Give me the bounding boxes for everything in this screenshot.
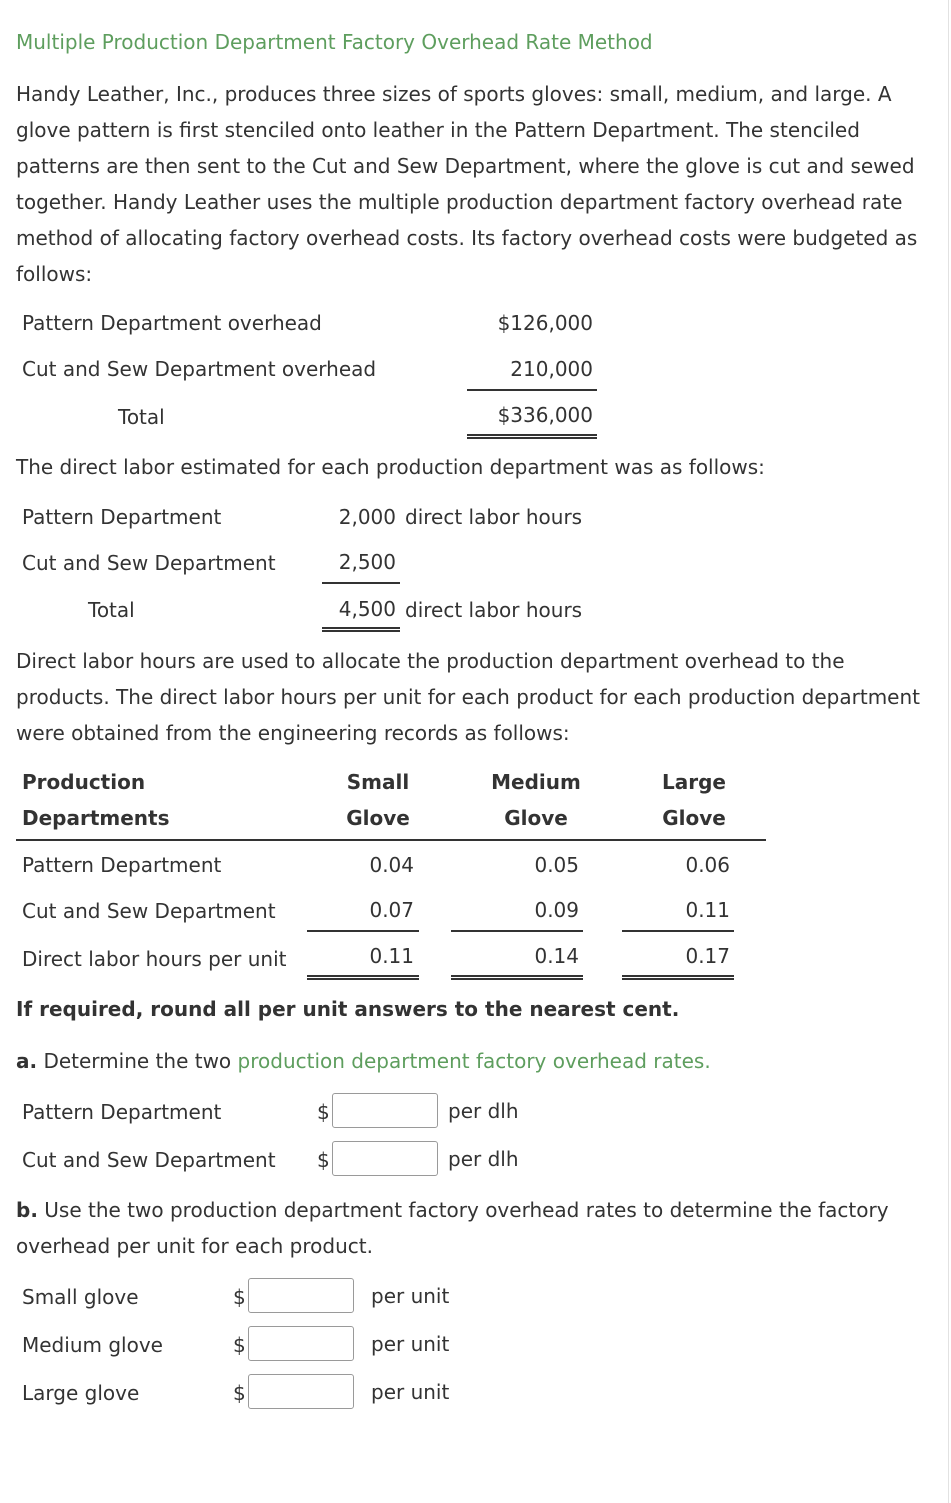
labor-row1-unit: direct labor hours <box>405 505 583 529</box>
part-b-prompt <box>16 1192 934 1264</box>
part-b-text: Use the two production department factory overhead rates to determine the factory overhead per unit for each product. <box>16 1198 889 1258</box>
labor-total-double-rule <box>322 627 400 632</box>
large-glove-unit: per unit <box>371 1380 450 1404</box>
table-total-double-rule-medium <box>451 975 583 980</box>
pattern-rate-input[interactable] <box>332 1093 438 1128</box>
small-glove-input[interactable] <box>248 1278 354 1313</box>
overhead-rates-link[interactable]: production department factory overhead rates. <box>237 1049 711 1073</box>
table-total-double-rule-small <box>307 975 419 980</box>
table-head-large-l2: Glove <box>662 806 726 830</box>
table-cell-medium: 0.09 <box>534 898 579 922</box>
currency-symbol: $ <box>233 1285 246 1309</box>
small-glove-unit: per unit <box>371 1284 450 1308</box>
table-head-medium-l2: Glove <box>504 806 568 830</box>
part-a-prompt <box>16 1048 711 1074</box>
table-header-rule <box>16 839 766 841</box>
page-right-border <box>948 0 949 1503</box>
part-a-letter: a. <box>16 1049 38 1073</box>
table-subtotal-rule-large <box>622 930 734 932</box>
dlh-intro-paragraph: Direct labor hours are used to allocate the production department overhead to the products. The direct labor hours per unit for each product for each production department were obtained from the engineering records as follows: <box>16 649 920 745</box>
part-b-letter: b. <box>16 1198 38 1222</box>
overhead-row2-label: Cut and Sew Department overhead <box>22 357 377 381</box>
labor-intro: The direct labor estimated for each production department was as follows: <box>16 455 765 479</box>
pattern-rate-label: Pattern Department <box>22 1100 222 1124</box>
table-row-label: Cut and Sew Department <box>22 899 276 923</box>
page-title: Multiple Production Department Factory Overhead Rate Method <box>16 30 653 54</box>
table-cell-small: 0.04 <box>369 853 414 877</box>
table-head-medium-l1: Medium <box>491 770 581 794</box>
table-cell-medium: 0.05 <box>534 853 579 877</box>
table-head-small-l2: Glove <box>346 806 410 830</box>
overhead-row2-value: 210,000 <box>510 357 593 381</box>
medium-glove-unit: per unit <box>371 1332 450 1356</box>
labor-row1-label: Pattern Department <box>22 505 222 529</box>
part-a-text: Determine the two <box>43 1049 232 1073</box>
labor-total-unit: direct labor hours <box>405 598 583 622</box>
overhead-row1-value: $126,000 <box>497 311 593 335</box>
labor-total-value: 4,500 <box>338 597 396 621</box>
currency-symbol: $ <box>233 1333 246 1357</box>
medium-glove-label: Medium glove <box>22 1333 163 1357</box>
large-glove-input[interactable] <box>248 1374 354 1409</box>
table-cell-small: 0.11 <box>369 944 414 968</box>
table-cell-small: 0.07 <box>369 898 414 922</box>
table-total-double-rule-large <box>622 975 734 980</box>
overhead-row1-label: Pattern Department overhead <box>22 311 322 335</box>
small-glove-label: Small glove <box>22 1285 139 1309</box>
table-head-departments-l1: Production <box>22 770 146 794</box>
cut-sew-rate-label: Cut and Sew Department <box>22 1148 276 1172</box>
rounding-note: If required, round all per unit answers to the nearest cent. <box>16 997 680 1021</box>
table-subtotal-rule-medium <box>451 930 583 932</box>
medium-glove-input[interactable] <box>248 1326 354 1361</box>
intro-paragraph: Handy Leather, Inc., produces three sizes of sports gloves: small, medium, and large. A glove pattern is first stenciled onto leather in the Pattern Department. The stenciled patterns are then sent to the Cut and Sew Department, where the glove is cut and sewed together. Handy Leather uses the multiple production department factory overhead rate method of allocating factory overhead costs. Its factory overhead costs were budgeted as follows: <box>16 82 918 286</box>
table-row-label: Pattern Department <box>22 853 222 877</box>
labor-row2-label: Cut and Sew Department <box>22 551 276 575</box>
pattern-rate-unit: per dlh <box>448 1099 519 1123</box>
labor-row2-value: 2,500 <box>338 550 396 574</box>
currency-symbol: $ <box>233 1381 246 1405</box>
table-cell-large: 0.11 <box>685 898 730 922</box>
overhead-total-value: $336,000 <box>497 403 593 427</box>
currency-symbol: $ <box>317 1100 330 1124</box>
cut-sew-rate-unit: per dlh <box>448 1147 519 1171</box>
table-row-label: Direct labor hours per unit <box>22 947 287 971</box>
overhead-subtotal-rule <box>467 389 597 391</box>
table-subtotal-rule-small <box>307 930 419 932</box>
labor-subtotal-rule <box>322 582 400 584</box>
table-head-large-l1: Large <box>662 770 726 794</box>
table-cell-large: 0.06 <box>685 853 730 877</box>
table-head-small-l1: Small <box>346 770 410 794</box>
large-glove-label: Large glove <box>22 1381 140 1405</box>
overhead-total-label: Total <box>118 405 165 429</box>
labor-row1-value: 2,000 <box>338 505 396 529</box>
table-head-departments-l2: Departments <box>22 806 170 830</box>
table-cell-medium: 0.14 <box>534 944 579 968</box>
table-cell-large: 0.17 <box>685 944 730 968</box>
overhead-total-double-rule <box>467 434 597 439</box>
currency-symbol: $ <box>317 1148 330 1172</box>
labor-total-label: Total <box>88 598 135 622</box>
cut-sew-rate-input[interactable] <box>332 1141 438 1176</box>
